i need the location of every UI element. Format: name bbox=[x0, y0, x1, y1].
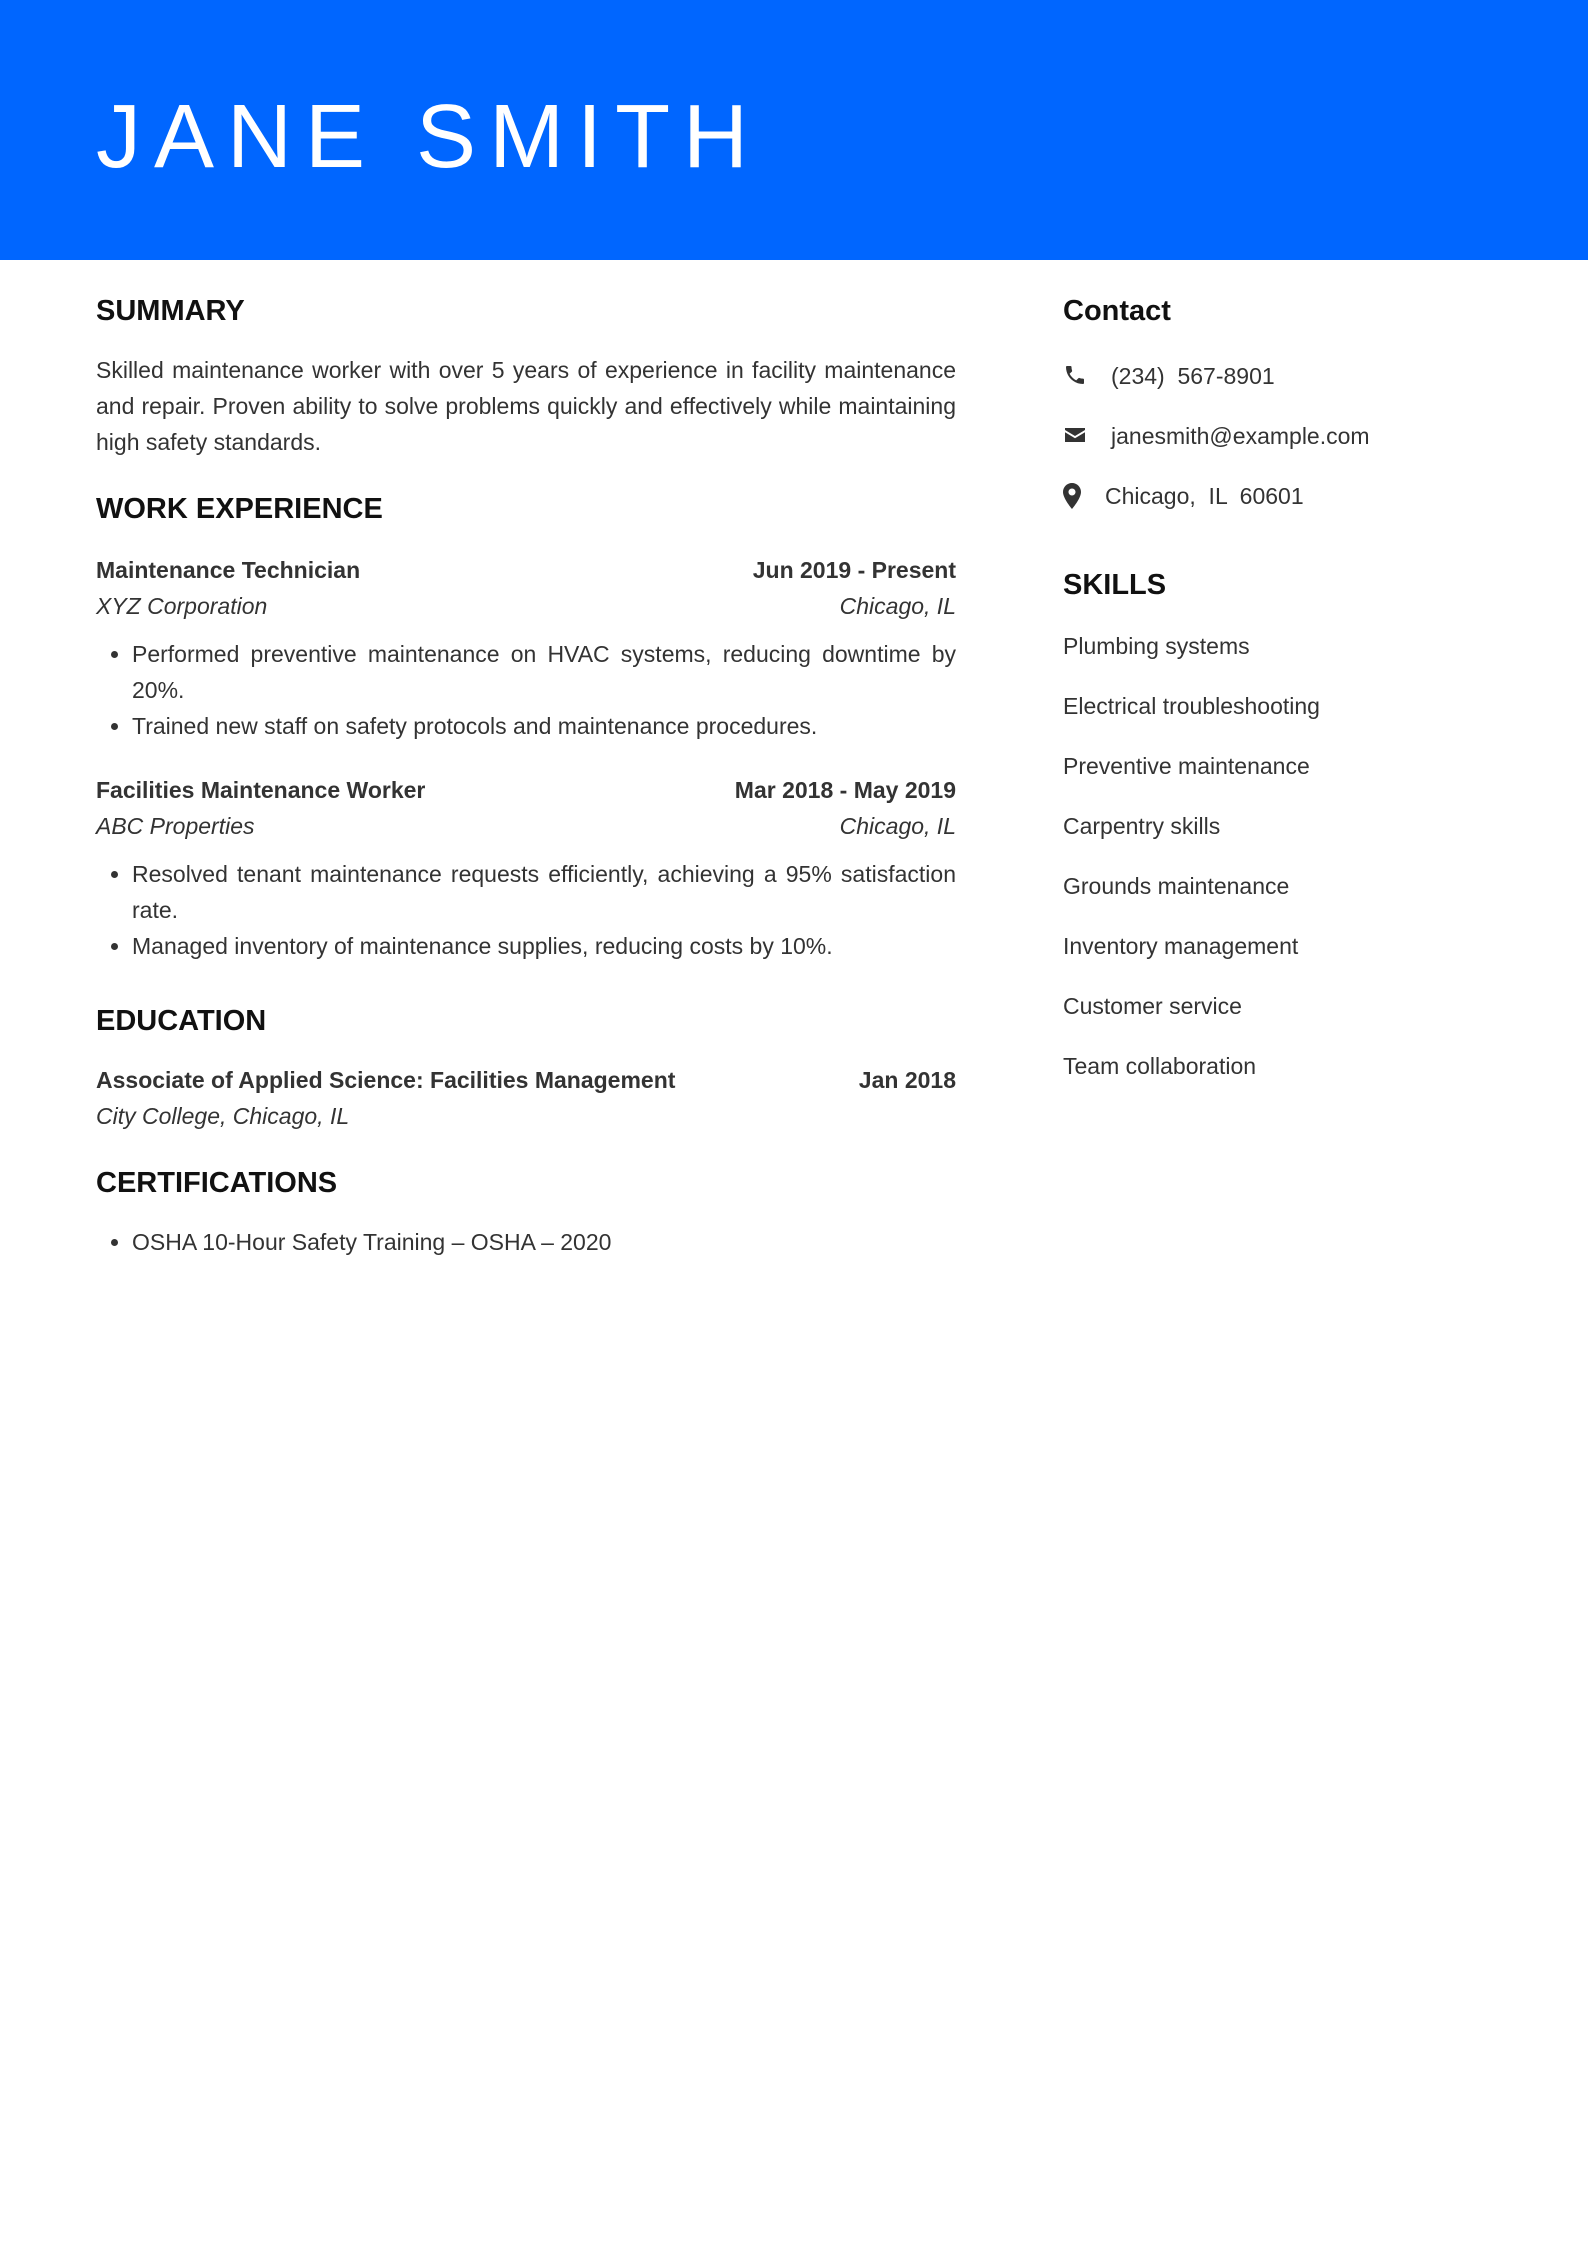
phone-icon bbox=[1063, 363, 1089, 389]
certifications-title: CERTIFICATIONS bbox=[96, 1167, 338, 1199]
summary-section bbox=[96, 288, 956, 460]
header-banner bbox=[0, 0, 1588, 260]
contact-email bbox=[1063, 416, 1503, 456]
experience-section bbox=[96, 486, 956, 964]
job-bullet: • Trained new staff on safety protocols and maintenance procedures. bbox=[132, 708, 956, 744]
job-bullet: • Resolved tenant maintenance requests efficiently, achieving a 95% satisfaction rate. bbox=[132, 856, 956, 928]
experience-title: WORK EXPERIENCE bbox=[96, 493, 383, 525]
skill-item: Customer service bbox=[1063, 993, 1242, 1019]
job-entry bbox=[96, 772, 956, 964]
contact-phone-text: (234) 567-8901 bbox=[1111, 362, 1275, 389]
education-section bbox=[96, 998, 956, 1134]
skills-title: SKILLS bbox=[1063, 569, 1167, 601]
contact-location-text: Chicago, IL 60601 bbox=[1105, 482, 1304, 509]
contact-section bbox=[1063, 288, 1503, 516]
job-bullets bbox=[96, 636, 956, 744]
summary-title: SUMMARY bbox=[96, 295, 245, 327]
job-dates: Mar 2018 - May 2019 bbox=[734, 777, 956, 803]
job-bullets bbox=[96, 856, 956, 964]
certification-item: • OSHA 10-Hour Safety Training – OSHA – 2020 bbox=[132, 1224, 956, 1260]
envelope-icon bbox=[1063, 423, 1089, 449]
job-bullet: • Managed inventory of maintenance supplies, reducing costs by 10%. bbox=[132, 928, 956, 964]
sidebar-column bbox=[1063, 288, 1503, 1108]
job-location: Chicago, IL bbox=[839, 813, 956, 839]
contact-location bbox=[1063, 476, 1503, 516]
skill-item: Plumbing systems bbox=[1063, 633, 1250, 659]
contact-email-text: janesmith@example.com bbox=[1111, 422, 1370, 449]
contact-title: Contact bbox=[1063, 295, 1171, 327]
degree-date: Jan 2018 bbox=[858, 1067, 956, 1093]
contact-phone bbox=[1063, 356, 1503, 396]
job-bullet: • Performed preventive maintenance on HVAC systems, reducing downtime by 20%. bbox=[132, 636, 956, 708]
skills-section bbox=[1063, 562, 1503, 1084]
skill-item: Electrical troubleshooting bbox=[1063, 693, 1320, 719]
job-role: Facilities Maintenance Worker bbox=[96, 777, 426, 803]
main-column bbox=[96, 288, 956, 1260]
school-name: City College, Chicago, IL bbox=[96, 1103, 350, 1129]
degree-name: Associate of Applied Science: Facilities Management bbox=[96, 1067, 676, 1093]
skills-list bbox=[1063, 628, 1503, 1084]
skill-item: Team collaboration bbox=[1063, 1053, 1257, 1079]
skill-item: Carpentry skills bbox=[1063, 813, 1221, 839]
job-company: XYZ Corporation bbox=[96, 593, 268, 619]
education-title: EDUCATION bbox=[96, 1005, 267, 1037]
certification-list bbox=[96, 1224, 956, 1260]
certifications-section bbox=[96, 1160, 956, 1260]
job-role: Maintenance Technician bbox=[96, 557, 361, 583]
skill-item: Inventory management bbox=[1063, 933, 1299, 959]
job-entry bbox=[96, 552, 956, 744]
candidate-name: JANE SMITH bbox=[96, 87, 762, 187]
job-dates: Jun 2019 - Present bbox=[752, 557, 956, 583]
summary-text: Skilled maintenance worker with over 5 years of experience in facility maintenance and repair. Proven ability to solve problems quickly and effectively while maintaining high safety standards. bbox=[96, 357, 956, 455]
skill-item: Grounds maintenance bbox=[1063, 873, 1290, 899]
map-marker-icon bbox=[1063, 483, 1083, 509]
job-location: Chicago, IL bbox=[839, 593, 956, 619]
skill-item: Preventive maintenance bbox=[1063, 753, 1310, 779]
job-company: ABC Properties bbox=[96, 813, 255, 839]
